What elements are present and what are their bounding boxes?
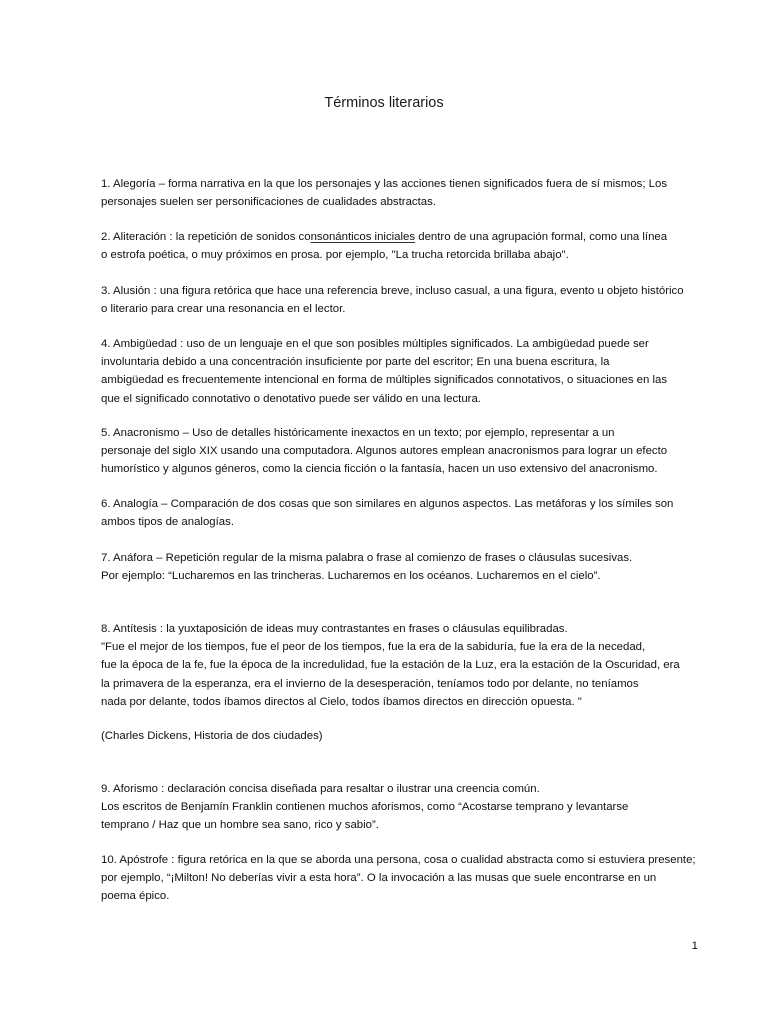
entry-line: (Charles Dickens, Historia de dos ciudades): [101, 730, 323, 742]
entry-line: poema épico.: [101, 890, 170, 903]
term-entry-ambiguedad: [101, 335, 701, 408]
entry-line: Los escritos de Benjamín Franklin contienen muchos aforismos, como “Acostarse temprano y levantarse: [101, 801, 629, 814]
term-entry-anafora: [101, 549, 701, 585]
entry-line: que el significado connotativo o denotativo puede ser válido en una lectura.: [101, 392, 481, 405]
entry-line: [101, 228, 701, 246]
term-entry-antitesis: [101, 620, 701, 711]
entry-line: o estrofa poética, o muy próximos en prosa. por ejemplo, "La trucha retorcida brillaba abajo".: [101, 249, 569, 262]
entry-line: fue la época de la fe, fue la época de la incredulidad, fue la estación de la Luz, era la estación de la Oscuridad, era: [101, 659, 680, 672]
entry-line: personaje del siglo XIX usando una computadora. Algunos autores emplean anacronismos para lograr un efecto: [101, 445, 668, 458]
entry-line: 9. Aforismo : declaración concisa diseñada para resaltar o ilustrar una creencia común.: [101, 783, 540, 795]
page-title: Términos literarios: [324, 95, 444, 111]
entry-text: 2. Aliteración : la repetición de sonidos co: [101, 231, 311, 243]
term-entry-alegoria: [101, 175, 701, 211]
entry-line: 1. Alegoría – forma narrativa en la que los personajes y las acciones tienen significados fuera de sí mismos; Los: [101, 178, 668, 190]
citation: [101, 727, 701, 745]
term-entry-apostrofe: [101, 851, 701, 906]
term-entry-aliteracion: [101, 228, 701, 264]
entry-line: por ejemplo, “¡Milton! No deberías vivir a esta hora”. O la invocación a las musas que suele encontrarse en un: [101, 872, 657, 885]
term-entry-anacronismo: [101, 424, 701, 479]
entry-line: humorístico y algunos géneros, como la ciencia ficción o la fantasía, hacen un uso extensivo del anacronismo.: [101, 463, 658, 476]
term-entry-alusion: [101, 282, 701, 318]
page-number: 1: [691, 940, 698, 952]
entry-line: 7. Anáfora – Repetición regular de la misma palabra o frase al comienzo de frases o cláusulas sucesivas.: [101, 552, 633, 564]
entry-line: 6. Analogía – Comparación de dos cosas que son similares en algunos aspectos. Las metáforas y los símiles son: [101, 498, 674, 510]
entry-line: 5. Anacronismo – Uso de detalles históricamente inexactos en un texto; por ejemplo, representar a un: [101, 427, 615, 439]
term-entry-analogia: [101, 495, 701, 531]
entry-line: "Fue el mejor de los tiempos, fue el peor de los tiempos, fue la era de la sabiduría, fue la era de la necedad,: [101, 641, 646, 654]
entry-line: o literario para crear una resonancia en el lector.: [101, 303, 346, 316]
entry-line: 10. Apóstrofe : figura retórica en la que se aborda una persona, cosa o cualidad abstracta como si estuviera presente;: [101, 854, 696, 866]
entry-line: nada por delante, todos íbamos directos al Cielo, todos íbamos directos en dirección opuesta. ": [101, 695, 582, 708]
entry-line: 3. Alusión : una figura retórica que hace una referencia breve, incluso casual, a una figura, evento u objeto histórico: [101, 285, 684, 297]
entry-text: dentro de una agrupación formal, como una línea: [415, 231, 668, 243]
entry-line: personajes suelen ser personificaciones de cualidades abstractas.: [101, 196, 436, 209]
entry-line: ambigüedad es frecuentemente intencional en forma de múltiples significados connotativos, o situaciones en las: [101, 374, 668, 387]
entry-line: 8. Antítesis : la yuxtaposición de ideas muy contrastantes en frases o cláusulas equilibradas.: [101, 623, 568, 635]
entry-line: 4. Ambigüedad : uso de un lenguaje en el que son posibles múltiples significados. La ambigüedad puede ser: [101, 338, 649, 350]
underlined-text: nsonánticos iniciales: [310, 231, 416, 243]
entry-line: temprano / Haz que un hombre sea sano, rico y sabio”.: [101, 819, 379, 832]
term-entry-aforismo: [101, 780, 701, 835]
entry-line: ambos tipos de analogías.: [101, 516, 234, 529]
entry-line: Por ejemplo: “Lucharemos en las trincheras. Lucharemos en los océanos. Lucharemos en el cielo”.: [101, 570, 601, 583]
entry-line: involuntaria debido a una concentración insuficiente por parte del escritor; En una buena escritura, la: [101, 356, 610, 369]
entry-line: la primavera de la esperanza, era el invierno de la desesperación, teníamos todo por delante, no teníamos: [101, 677, 639, 690]
